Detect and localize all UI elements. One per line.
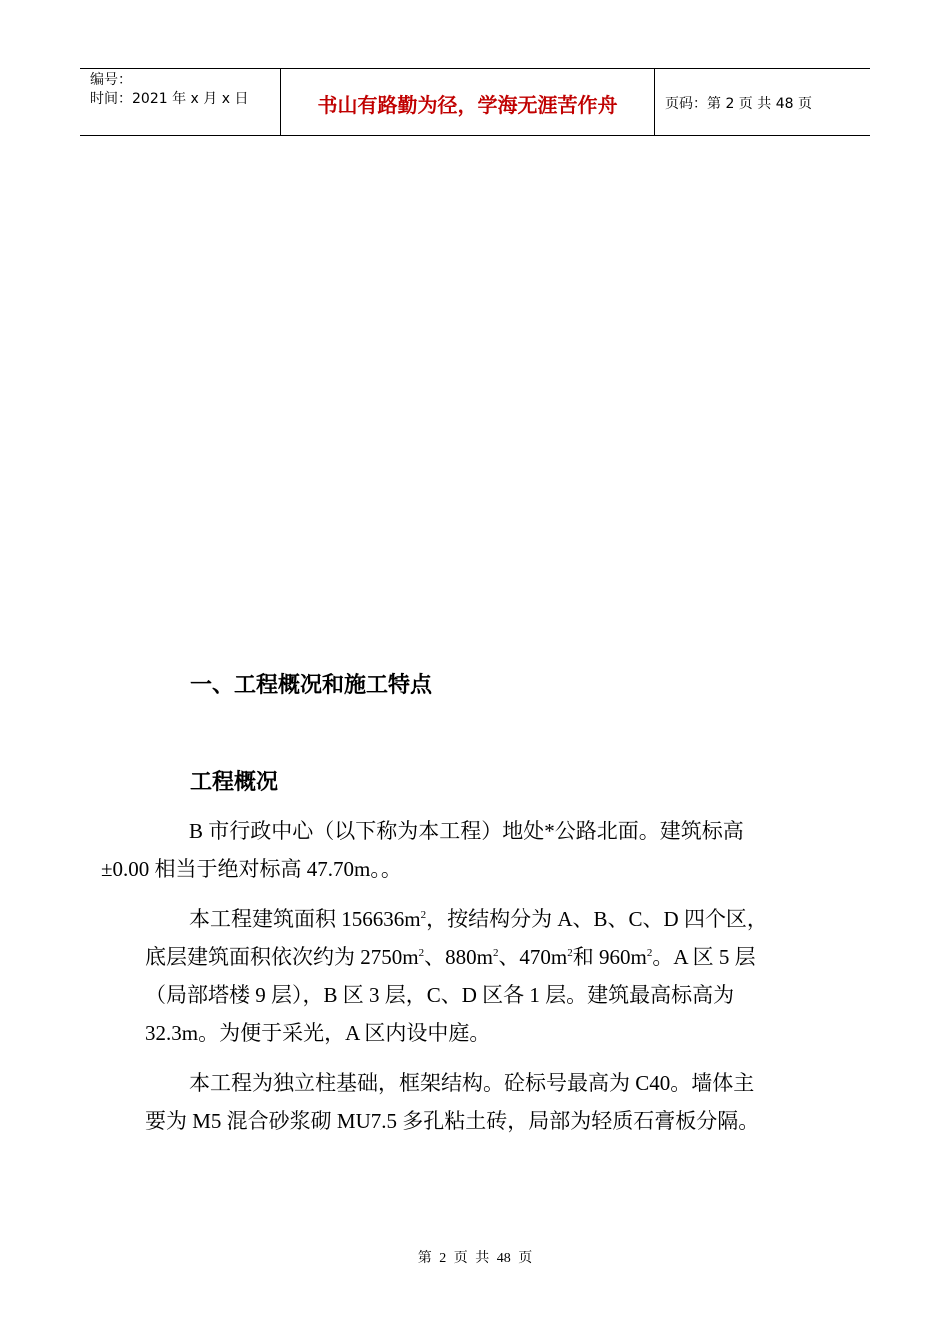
paragraph-area [145, 900, 810, 1052]
paragraph-line: 底层建筑面积依次约为 $2750m^2$、$880m^2$、$470m^2$和 $960m^2$。A 区 5 层 [145, 945, 756, 969]
header-motto: 书山有路勤为径，学海无涯苦作舟 [281, 69, 655, 135]
paragraph-line: ±0.00 相当于绝对标高 47.70m。。 [101, 857, 402, 881]
paragraph-line: 本工程为独立柱基础，框架结构。砼标号最高为 C40。墙体主 [189, 1071, 755, 1095]
paragraph-line: 本工程建筑面积 $156636m^2$，按结构分为 A、B、C、D 四个区， [189, 907, 768, 931]
section-heading: 一、工程概况和施工特点 [190, 673, 433, 698]
code-label: 编号： [90, 72, 132, 88]
header-page-info: 页码：第 2 页 共 48 页 [665, 96, 812, 112]
paragraph-line: 32.3m。为便于采光，A 区内设中庭。 [145, 1021, 491, 1045]
paragraph-line: （局部塔楼 9 层），B 区 3 层，C、D 区各 1 层。建筑最高标高为 [145, 983, 735, 1007]
paragraph-line: 要为 M5 混合砂浆砌 MU7.5 多孔粘土砖，局部为轻质石膏板分隔。 [145, 1109, 760, 1133]
paragraph-structure [145, 1064, 810, 1140]
section-subheading: 工程概况 [190, 770, 279, 795]
date-label: 时间：2021 年 x 月 x 日 [90, 91, 249, 107]
paragraph-location [101, 812, 810, 888]
document-header [80, 68, 870, 136]
page-footer: 第 2 页 共 48 页 [417, 1251, 533, 1266]
header-meta [80, 69, 281, 135]
paragraph-line: B 市行政中心（以下称为本工程）地处*公路北面。建筑标高 [189, 819, 744, 843]
body-text [101, 812, 810, 1152]
